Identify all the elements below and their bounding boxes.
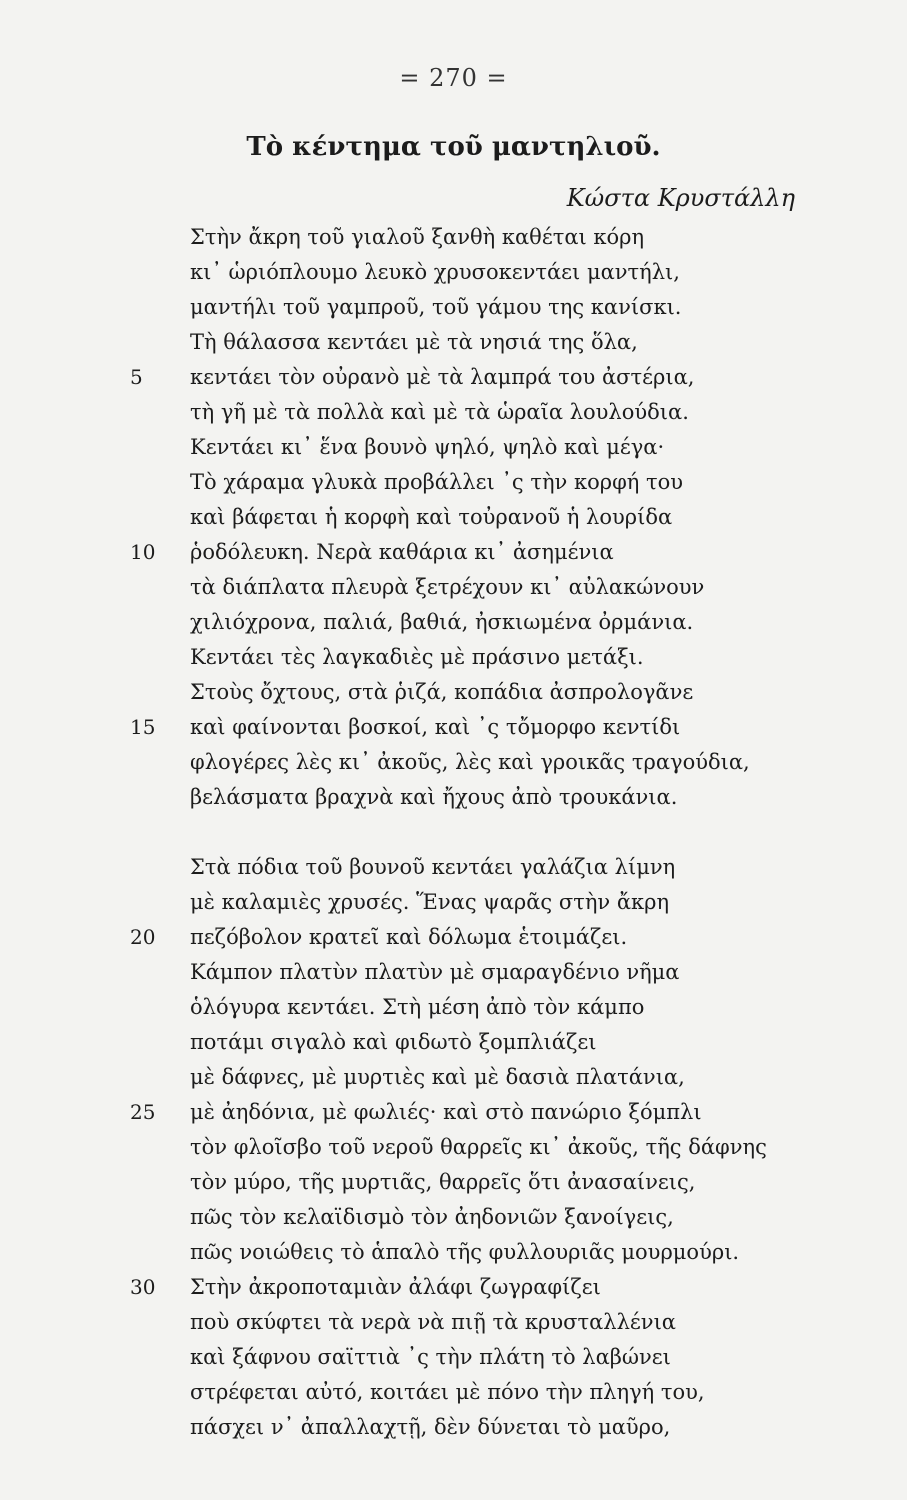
line-text: Κεντάει κι᾿ ἕνα βουνὸ ψηλό, ψηλὸ καὶ μέγα·	[190, 435, 665, 459]
poem-line	[130, 640, 790, 675]
line-text: φλογέρες λὲς κι᾿ ἀκοῦς, λὲς καὶ γροικᾶς τραγούδια,	[190, 750, 750, 774]
line-text: μὲ καλαμιὲς χρυσές. Ἕνας ψαρᾶς στὴν ἄκρη	[190, 890, 670, 914]
poem-line	[130, 1305, 790, 1340]
poem-line	[130, 430, 790, 465]
line-text: πεζόβολον κρατεῖ καὶ δόλωμα ἑτοιμάζει.	[190, 925, 628, 949]
line-text: Κάμπον πλατὺν πλατὺν μὲ σμαραγδένιο νῆμα	[190, 960, 680, 984]
poem-line	[130, 920, 790, 955]
poem-line	[130, 955, 790, 990]
line-text: μαντήλι τοῦ γαμπροῦ, τοῦ γάμου της κανίσκι.	[190, 295, 682, 319]
line-text: χιλιόχρονα, παλιά, βαθιά, ἠσκιωμένα ὀρμάνια.	[190, 610, 694, 634]
poem-line	[130, 605, 790, 640]
poem-line	[130, 290, 790, 325]
line-text: τὸν μύρο, τῆς μυρτιᾶς, θαρρεῖς ὅτι ἀνασαίνεις,	[190, 1170, 696, 1194]
page-number-header: = 270 =	[399, 64, 508, 92]
line-number: 20	[130, 925, 156, 949]
poem-line	[130, 815, 790, 885]
line-number: 25	[130, 1100, 156, 1124]
line-number: 10	[130, 540, 156, 564]
poem-line	[130, 395, 790, 430]
line-text: ποτάμι σιγαλὸ καὶ φιδωτὸ ξομπλιάζει	[190, 1030, 597, 1054]
line-text: καὶ φαίνονται βοσκοί, καὶ ᾿ς τὄμορφο κεντίδι	[190, 715, 681, 739]
poem-line	[130, 1095, 790, 1130]
poem-line	[130, 325, 790, 360]
poem-line	[130, 1235, 790, 1270]
line-text: καὶ βάφεται ἡ κορφὴ καὶ τοὐρανοῦ ἡ λουρίδα	[190, 505, 673, 529]
poem-title: Τὸ κέντημα τοῦ μαντηλιοῦ.	[246, 132, 661, 162]
poem-line	[130, 1130, 790, 1165]
poem-line	[130, 220, 790, 255]
line-text: στρέφεται αὐτό, κοιτάει μὲ πόνο τὴν πληγή του,	[190, 1380, 705, 1404]
line-text: Στὴν ἀκροποταμιὰν ἀλάφι ζωγραφίζει	[190, 1275, 601, 1299]
line-text: Κεντάει τὲς λαγκαδιὲς μὲ πράσινο μετάξι.	[190, 645, 644, 669]
poem-line	[130, 570, 790, 605]
line-text: πῶς τὸν κελαϊδισμὸ τὸν ἀηδονιῶν ξανοίγεις,	[190, 1205, 674, 1229]
poem-line	[130, 1410, 790, 1445]
poem-line	[130, 710, 790, 745]
line-text: μὲ δάφνες, μὲ μυρτιὲς καὶ μὲ δασιὰ πλατάνια,	[190, 1065, 685, 1089]
poem-line	[130, 360, 790, 395]
line-text: Τὸ χάραμα γλυκὰ προβάλλει ᾿ς τὴν κορφή του	[190, 470, 684, 494]
poem-line	[130, 535, 790, 570]
line-text: βελάσματα βραχνὰ καὶ ἤχους ἀπὸ τρουκάνια.	[190, 785, 678, 809]
poem-body	[130, 220, 790, 1445]
line-text: Στὰ πόδια τοῦ βουνοῦ κεντάει γαλάζια λίμνη	[190, 855, 676, 879]
poem-line	[130, 500, 790, 535]
poem-line	[130, 1025, 790, 1060]
line-number: 5	[130, 365, 143, 389]
line-text: Τὴ θάλασσα κεντάει μὲ τὰ νησιά της ὅλα,	[190, 330, 638, 354]
line-text: ὁλόγυρα κεντάει. Στὴ μέση ἀπὸ τὸν κάμπο	[190, 995, 645, 1019]
poem-line	[130, 885, 790, 920]
poem-author: Κώστα Κρυστάλλη	[566, 184, 795, 212]
line-text: πῶς νοιώθεις τὸ ἁπαλὸ τῆς φυλλουριᾶς μουρμούρι.	[190, 1240, 740, 1264]
poem-line	[130, 675, 790, 710]
line-text: κεντάει τὸν οὐρανὸ μὲ τὰ λαμπρά του ἀστέρια,	[190, 365, 695, 389]
line-text: καὶ ξάφνου σαϊττιὰ ᾿ς τὴν πλάτη τὸ λαβώνει	[190, 1345, 671, 1369]
poem-line	[130, 1270, 790, 1305]
poem-line	[130, 1340, 790, 1375]
line-number: 30	[130, 1275, 156, 1299]
poem-line	[130, 780, 790, 815]
poem-line	[130, 255, 790, 290]
poem-line	[130, 1165, 790, 1200]
poem-line	[130, 1060, 790, 1095]
poem-line	[130, 1375, 790, 1410]
line-text: τὴ γῆ μὲ τὰ πολλὰ καὶ μὲ τὰ ὡραῖα λουλούδια.	[190, 400, 689, 424]
poem-line	[130, 465, 790, 500]
line-text: Στὴν ἄκρη τοῦ γιαλοῦ ξανθὴ καθέται κόρη	[190, 225, 645, 249]
line-text: Στοὺς ὄχτους, στὰ ῥιζά, κοπάδια ἀσπρολογᾶνε	[190, 680, 694, 704]
poem-line	[130, 1200, 790, 1235]
line-text: ποὺ σκύφτει τὰ νερὰ νὰ πιῇ τὰ κρυσταλλένια	[190, 1310, 676, 1334]
line-text: κι᾿ ὡριόπλουμο λευκὸ χρυσοκεντάει μαντήλι,	[190, 260, 680, 284]
poem-line	[130, 990, 790, 1025]
line-text: τὰ διάπλατα πλευρὰ ξετρέχουν κι᾿ αὐλακώνουν	[190, 575, 705, 599]
line-text: πάσχει ν᾿ ἀπαλλαχτῇ, δὲν δύνεται τὸ μαῦρο,	[190, 1415, 671, 1439]
line-text: μὲ ἀηδόνια, μὲ φωλιές· καὶ στὸ πανώριο ξόμπλι	[190, 1100, 702, 1124]
line-text: τὸν φλοῖσβο τοῦ νεροῦ θαρρεῖς κι᾿ ἀκοῦς, τῆς δάφνης	[190, 1135, 767, 1159]
line-text: ῥοδόλευκη. Νερὰ καθάρια κι᾿ ἀσημένια	[190, 540, 614, 564]
line-number: 15	[130, 715, 156, 739]
poem-line	[130, 745, 790, 780]
